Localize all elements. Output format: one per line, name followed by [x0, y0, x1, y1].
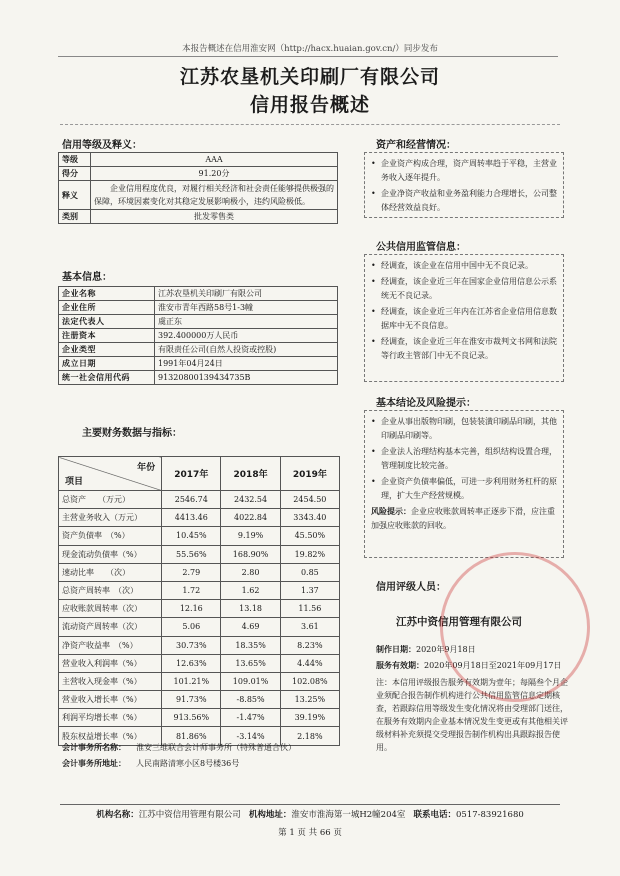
finance-row-label: 营业收入增长率（%）	[59, 691, 162, 709]
score-value: 91.20分	[91, 167, 338, 181]
category-key: 类别	[59, 210, 91, 224]
finance-row-label: 应收账款周转率（次）	[59, 600, 162, 618]
category-value: 批发零售类	[91, 210, 338, 224]
basic-row	[59, 343, 338, 357]
year-header: 2019年	[280, 457, 339, 491]
finance-value: 4022.84	[221, 509, 280, 527]
finance-row-label: 净资产收益率 （%）	[59, 636, 162, 654]
basic-key: 注册资本	[59, 329, 155, 343]
finance-value: 4413.46	[162, 509, 221, 527]
assets-section-title: 资产和经营情况：	[376, 140, 456, 151]
finance-value: 2.79	[162, 563, 221, 581]
rating-section-title: 信用等级及释义：	[62, 140, 142, 151]
finance-row-label: 利润平均增长率（%）	[59, 709, 162, 727]
public-item: • 经调查，该企业近三年在国家企业信用信息公示系统无不良记录。	[371, 275, 557, 303]
meaning-value: 企业信用程度优良，对履行相关经济和社会责任能够提供极强的保障，环境因素变化对其稳定发展影响极小，违约风险极低。	[91, 181, 338, 210]
finance-value: 19.82%	[280, 545, 339, 563]
finance-row-label: 主营业务收入（万元）	[59, 509, 162, 527]
finance-value: 2432.54	[221, 491, 280, 509]
risk-item: • 企业法人治理结构基本完善，组织结构设置合理，管理制度比较完备。	[371, 445, 557, 473]
public-section-title: 公共信用监管信息：	[376, 242, 466, 253]
finance-row-label: 总资产周转率 （次）	[59, 581, 162, 599]
finance-row	[59, 672, 340, 690]
score-key: 得分	[59, 167, 91, 181]
finance-value: 1.37	[280, 581, 339, 599]
basic-section-title: 基本信息：	[62, 272, 112, 283]
finance-value: 913.56%	[162, 709, 221, 727]
finance-row	[59, 509, 340, 527]
basic-key: 企业名称	[59, 287, 155, 301]
audit-firm-label: 会计事务所名称：	[62, 743, 126, 752]
basic-key: 统一社会信用代码	[59, 371, 155, 385]
finance-row-label: 流动资产周转率（次）	[59, 618, 162, 636]
finance-row-label: 总资产 （万元）	[59, 491, 162, 509]
finance-value: 55.56%	[162, 545, 221, 563]
finance-row	[59, 709, 340, 727]
validity-note: 注：本信用评级报告服务有效期为壹年；每隔叁个月企业须配合报告制作机构进行公共信用监管信息定期核查，若跟踪信用等级发生变化情况将由受理部门送往，在服务有效期内企业基本情况发生变更或有其他相关评级材料补充须提交受理报告制作机构出具跟踪报告使用。	[376, 678, 568, 752]
basic-value: 有限责任公司(自然人投资或控股)	[155, 343, 338, 357]
year-header: 2017年	[162, 457, 221, 491]
basic-value: 91320800139434735B	[155, 371, 338, 385]
finance-row-label: 速动比率 （次）	[59, 563, 162, 581]
finance-section-title: 主要财务数据与指标：	[82, 428, 182, 439]
rater-label: 信用评级人员：	[376, 582, 446, 593]
basic-key: 企业类型	[59, 343, 155, 357]
agency-name: 江苏中资信用管理有限公司	[396, 616, 522, 628]
basic-row	[59, 315, 338, 329]
finance-value: 4.44%	[280, 654, 339, 672]
basic-row	[59, 371, 338, 385]
finance-value: 0.85	[280, 563, 339, 581]
company-seal	[440, 552, 590, 702]
valid-value: 2020年09月18日至2021年09月17日	[424, 661, 562, 670]
basic-value: 江苏农垦机关印刷厂有限公司	[155, 287, 338, 301]
risk-item: • 企业资产负债率偏低，可进一步利用财务杠杆的原理，扩大生产经营规模。	[371, 475, 557, 503]
divider	[60, 124, 560, 125]
finance-value: 91.73%	[162, 691, 221, 709]
corner-item: 项目	[65, 477, 84, 487]
finance-value: 3.61	[280, 618, 339, 636]
rating-row-meaning	[59, 181, 338, 210]
public-box	[364, 254, 564, 382]
rating-table	[58, 152, 338, 224]
basic-value: 392.400000万人民币	[155, 329, 338, 343]
company-title: 江苏农垦机关印刷厂有限公司	[179, 66, 440, 88]
finance-value: 18.35%	[221, 636, 280, 654]
corner-year: 年份	[137, 463, 156, 473]
risk-section-title: 基本结论及风险提示：	[376, 398, 476, 409]
finance-value: 2454.50	[280, 491, 339, 509]
org-value: 江苏中资信用管理有限公司	[138, 810, 241, 820]
basic-value: 虞正东	[155, 315, 338, 329]
basic-key: 企业住所	[59, 301, 155, 315]
rating-row-category	[59, 210, 338, 224]
public-item: • 经调查，该企业在信用中国中无不良记录。	[371, 259, 557, 273]
finance-row-label: 资产负债率 （%）	[59, 527, 162, 545]
tel-label: 联系电话：	[413, 810, 457, 820]
finance-row	[59, 691, 340, 709]
finance-value: 81.86%	[162, 727, 221, 745]
valid-label: 服务有效期：	[376, 661, 424, 670]
date-label: 制作日期：	[376, 645, 416, 654]
finance-value: -3.14%	[221, 727, 280, 745]
finance-value: 2.18%	[280, 727, 339, 745]
basic-value: 淮安市青年西路58号1-3幢	[155, 301, 338, 315]
org-label: 机构名称：	[96, 810, 139, 820]
basic-key: 成立日期	[59, 357, 155, 371]
risk-tip: 企业应收账款周转率正逐步下滑，应注重加强应收账款的回收。	[371, 507, 555, 530]
date-value: 2020年9月18日	[416, 645, 476, 654]
grade-key: 等级	[59, 153, 91, 167]
finance-value: 9.19%	[221, 527, 280, 545]
audit-address-value: 人民南路清寒小区8号楼36号	[136, 759, 240, 768]
finance-value: 101.21%	[162, 672, 221, 690]
finance-row	[59, 654, 340, 672]
rating-row-grade	[59, 153, 338, 167]
finance-value: 13.65%	[221, 654, 280, 672]
audit-firm-value: 淮安三维联合会计师事务所（特殊普通合伙）	[136, 743, 296, 752]
finance-corner-cell	[59, 457, 162, 491]
finance-value: 109.01%	[221, 672, 280, 690]
basic-row	[59, 287, 338, 301]
finance-value: -1.47%	[221, 709, 280, 727]
finance-value: 168.90%	[221, 545, 280, 563]
meaning-key: 释义	[59, 181, 91, 210]
finance-row-label: 营业收入利润率（%）	[59, 654, 162, 672]
finance-value: 13.25%	[280, 691, 339, 709]
finance-value: 12.63%	[162, 654, 221, 672]
publish-note-text: 本报告概述在信用淮安网（http://hacx.huaian.gov.cn/）同步发布	[182, 44, 438, 54]
year-header: 2018年	[221, 457, 280, 491]
publish-note	[0, 42, 620, 54]
footer	[0, 808, 620, 820]
finance-value: 8.23%	[280, 636, 339, 654]
finance-row-label: 股东权益增长率（%）	[59, 727, 162, 745]
finance-row-label: 主营收入现金率（%）	[59, 672, 162, 690]
tel-value: 0517-83921680	[456, 810, 524, 820]
risk-box	[364, 410, 564, 558]
finance-row	[59, 491, 340, 509]
finance-body	[59, 491, 340, 746]
assets-box	[364, 152, 564, 218]
finance-value: 39.19%	[280, 709, 339, 727]
addr-label: 机构地址：	[248, 810, 292, 820]
finance-value: 30.73%	[162, 636, 221, 654]
finance-header-row	[59, 457, 340, 491]
audit-address-label: 会计事务所地址：	[62, 759, 126, 768]
finance-value: 4.69	[221, 618, 280, 636]
rating-row-score	[59, 167, 338, 181]
grade-value: AAA	[91, 153, 338, 167]
finance-row	[59, 600, 340, 618]
finance-row	[59, 581, 340, 599]
finance-row	[59, 545, 340, 563]
basic-row	[59, 329, 338, 343]
finance-value: 3343.40	[280, 509, 339, 527]
finance-value: 2.80	[221, 563, 280, 581]
finance-row	[59, 618, 340, 636]
public-item: • 经调查，该企业近三年在淮安市裁判文书网和法院等行政主管部门中无不良记录。	[371, 335, 557, 363]
finance-value: 13.18	[221, 600, 280, 618]
finance-value: 1.62	[221, 581, 280, 599]
finance-row	[59, 527, 340, 545]
finance-value: 45.50%	[280, 527, 339, 545]
assets-item: • 企业资产构成合理，资产周转率趋于平稳，主营业务收入逐年提升。	[371, 157, 557, 185]
finance-value: 12.16	[162, 600, 221, 618]
finance-value: 2546.74	[162, 491, 221, 509]
finance-row	[59, 563, 340, 581]
finance-row	[59, 636, 340, 654]
addr-value: 淮安市淮海第一城H2幢204室	[291, 810, 406, 820]
finance-table	[58, 456, 340, 746]
finance-value: 102.08%	[280, 672, 339, 690]
finance-value: 1.72	[162, 581, 221, 599]
risk-item: • 企业从事出版物印刷，包装装潢印刷品印刷，其他印刷品印刷等。	[371, 415, 557, 443]
basic-value: 1991年04月24日	[155, 357, 338, 371]
finance-value: 5.06	[162, 618, 221, 636]
basic-row	[59, 357, 338, 371]
finance-value: 11.56	[280, 600, 339, 618]
basic-info-table	[58, 286, 338, 385]
basic-row	[59, 301, 338, 315]
basic-key: 法定代表人	[59, 315, 155, 329]
finance-row-label: 现金流动负债率（%）	[59, 545, 162, 563]
public-item: • 经调查，该企业近三年内在江苏省企业信用信息数据库中无不良信息。	[371, 305, 557, 333]
report-title: 信用报告概述	[249, 94, 370, 116]
page-number: 第 1 页 共 66 页	[278, 828, 342, 838]
finance-value: 10.45%	[162, 527, 221, 545]
assets-item: • 企业净资产收益和业务盈利能力合理增长，公司整体经营效益良好。	[371, 187, 557, 215]
finance-value: -8.85%	[221, 691, 280, 709]
risk-tip-label: 风险提示：	[371, 507, 411, 516]
